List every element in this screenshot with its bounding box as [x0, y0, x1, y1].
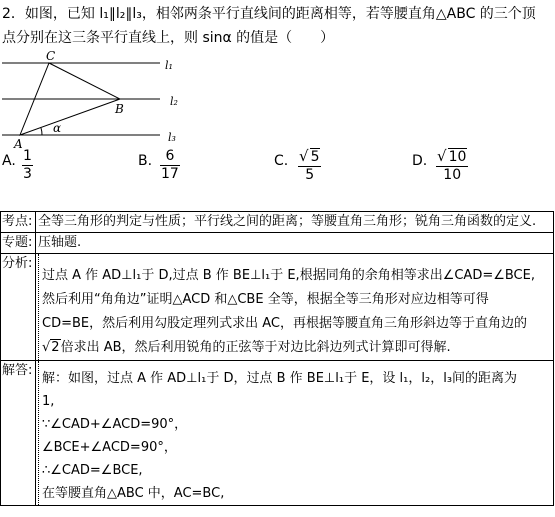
zhuanti-text: 压轴题.	[36, 233, 554, 254]
fenxi-line-2: 然后利用“角角边”证明△ACD 和△CBE 全等，根据全等三角形对应边相等可得	[42, 292, 489, 307]
option-d-radicand: 10	[448, 149, 467, 165]
label-c: C	[46, 49, 56, 63]
fenxi-sqrt-value: 2	[51, 340, 60, 355]
fenxi-line-1: 过点 A 作 AD⊥l₁于 D,过点 B 作 BE⊥l₁于 E,根据同角的余角相等求出∠CAD=∠BCE,	[42, 268, 535, 283]
option-d-denominator: 10	[436, 166, 468, 184]
fenxi-line-4	[42, 336, 551, 360]
label-a: A	[14, 137, 23, 151]
option-c-fraction	[298, 148, 321, 184]
option-c-radicand: 5	[310, 149, 320, 165]
sqrt-icon: √	[299, 147, 309, 165]
question-line-1: 2．如图，已知 l₁∥l₂∥l₃，相邻两条平行直线间的距离相等，若等腰直角△ABC 的三个顶	[2, 6, 536, 22]
fenxi-text	[36, 254, 554, 361]
zhuanti-label: 专题:	[1, 233, 36, 254]
label-l1: l₁	[165, 59, 173, 72]
label-alpha: α	[53, 121, 62, 135]
option-a-numerator: 1	[23, 148, 32, 164]
jieda-line-1: 解：如图，过点 A 作 AD⊥l₁于 D，过点 B 作 BE⊥l₁于 E，设 l₁，l₂，l₃间的距离为	[42, 371, 518, 386]
option-d-numerator	[436, 148, 468, 166]
option-a-denominator: 3	[23, 166, 32, 182]
row-zhuanti	[1, 233, 554, 254]
fenxi-label: 分析:	[1, 254, 36, 361]
jieda-text	[36, 361, 554, 506]
option-b-denominator: 17	[161, 166, 179, 182]
question-text	[2, 2, 550, 50]
option-a-letter: A.	[2, 153, 16, 169]
jieda-label: 解答:	[1, 361, 36, 506]
option-c-denominator: 5	[298, 166, 321, 184]
option-a-fraction	[22, 148, 33, 183]
sqrt-icon: √	[42, 340, 51, 355]
option-b-numerator: 6	[165, 148, 175, 164]
option-d-fraction	[436, 148, 468, 184]
option-d-letter: D.	[412, 153, 428, 169]
angle-alpha-arc	[41, 128, 42, 135]
option-c-letter: C.	[274, 153, 289, 169]
kaodian-label: 考点:	[1, 212, 36, 233]
row-fenxi	[1, 254, 554, 361]
option-b-letter: B.	[138, 153, 153, 169]
option-b-fraction	[160, 148, 180, 183]
label-l2: l₂	[170, 95, 178, 108]
jieda-line-4: ∠BCE+∠ACD=90°，	[42, 440, 177, 455]
jieda-line-3: ∵∠CAD+∠ACD=90°，	[42, 417, 188, 432]
fenxi-line-3: CD=BE，然后利用勾股定理列式求出 AC，再根据等腰直角三角形斜边等于直角边的	[42, 316, 527, 331]
kaodian-text: 全等三角形的判定与性质；平行线之间的距离；等腰直角三角形；锐角三角函数的定义.	[36, 212, 554, 233]
label-b: B	[115, 102, 124, 116]
option-c-numerator	[298, 148, 321, 166]
row-kaodian	[1, 212, 554, 233]
question-line-2: 点分别在这三条平行直线上，则 sinα 的值是（ ）	[2, 30, 335, 46]
jieda-line-5: ∴∠CAD=∠BCE,	[42, 463, 143, 478]
label-l3: l₃	[168, 131, 176, 144]
sqrt-icon: √	[437, 147, 447, 165]
geometry-figure	[0, 46, 200, 154]
jieda-line-6: 在等腰直角△ABC 中，AC=BC,	[42, 486, 225, 501]
fenxi-line-4-text: 倍求出 AB，然后利用锐角的正弦等于对边比斜边列式计算即可得解.	[60, 340, 451, 355]
row-jieda	[1, 361, 554, 506]
jieda-line-2: 1,	[42, 394, 55, 409]
answer-options	[2, 147, 552, 192]
solution-table	[0, 211, 554, 506]
